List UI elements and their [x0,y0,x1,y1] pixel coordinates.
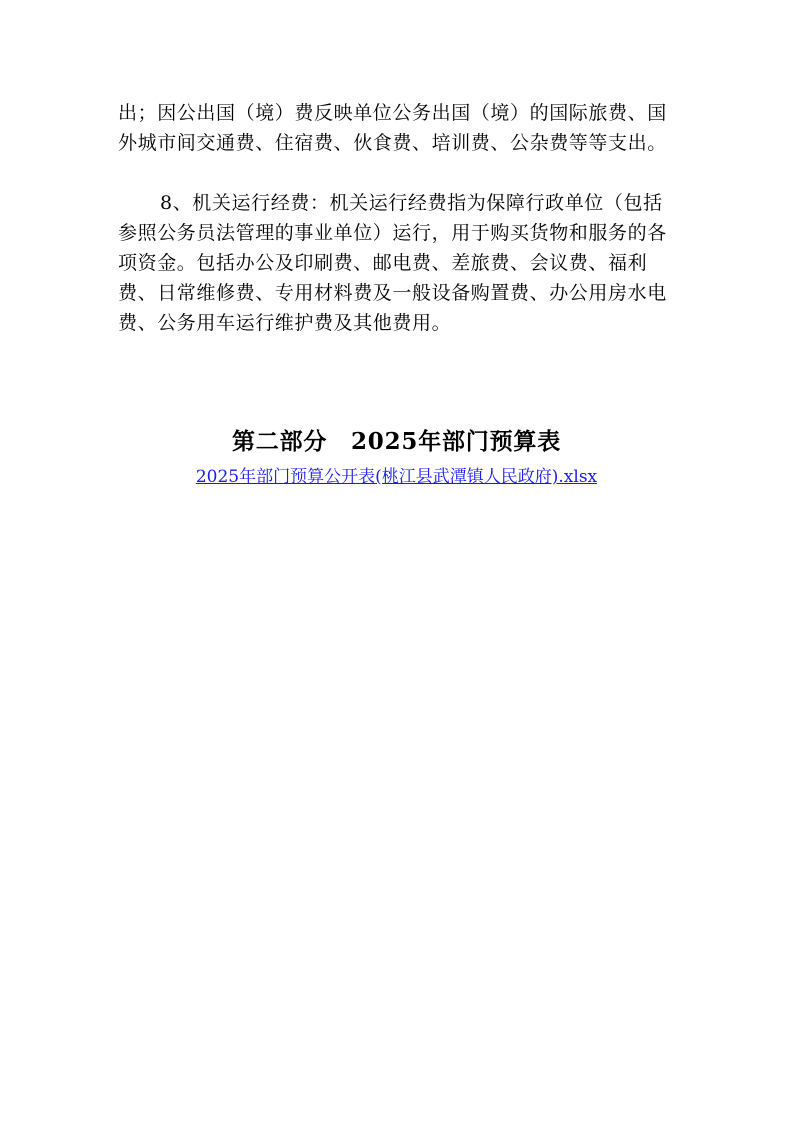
attachment-link[interactable]: 2025年部门预算公开表(桃江县武潭镇人民政府).xlsx [195,467,598,487]
section-title: 第二部分 2025年部门预算表 [231,428,561,455]
paragraph-text: 8、机关运行经费：机关运行经费指为保障行政单位（包括参照公务员法管理的事业单位）运行，用于购买货物和服务的各项资金。包括办公及印刷费、邮电费、差旅费、会议费、福利费、日常维修费、专用材料费及一般设备购置费、办公用房水电费、公务用车运行维护费及其他费用。 [118,192,667,334]
paragraph-operating-funds [118,188,676,338]
paragraph-overseas-expenses [118,98,676,158]
paragraph-text: 出；因公出国（境）费反映单位公务出国（境）的国际旅费、国外城市间交通费、住宿费、伙食费、培训费、公杂费等等支出。 [118,102,667,154]
